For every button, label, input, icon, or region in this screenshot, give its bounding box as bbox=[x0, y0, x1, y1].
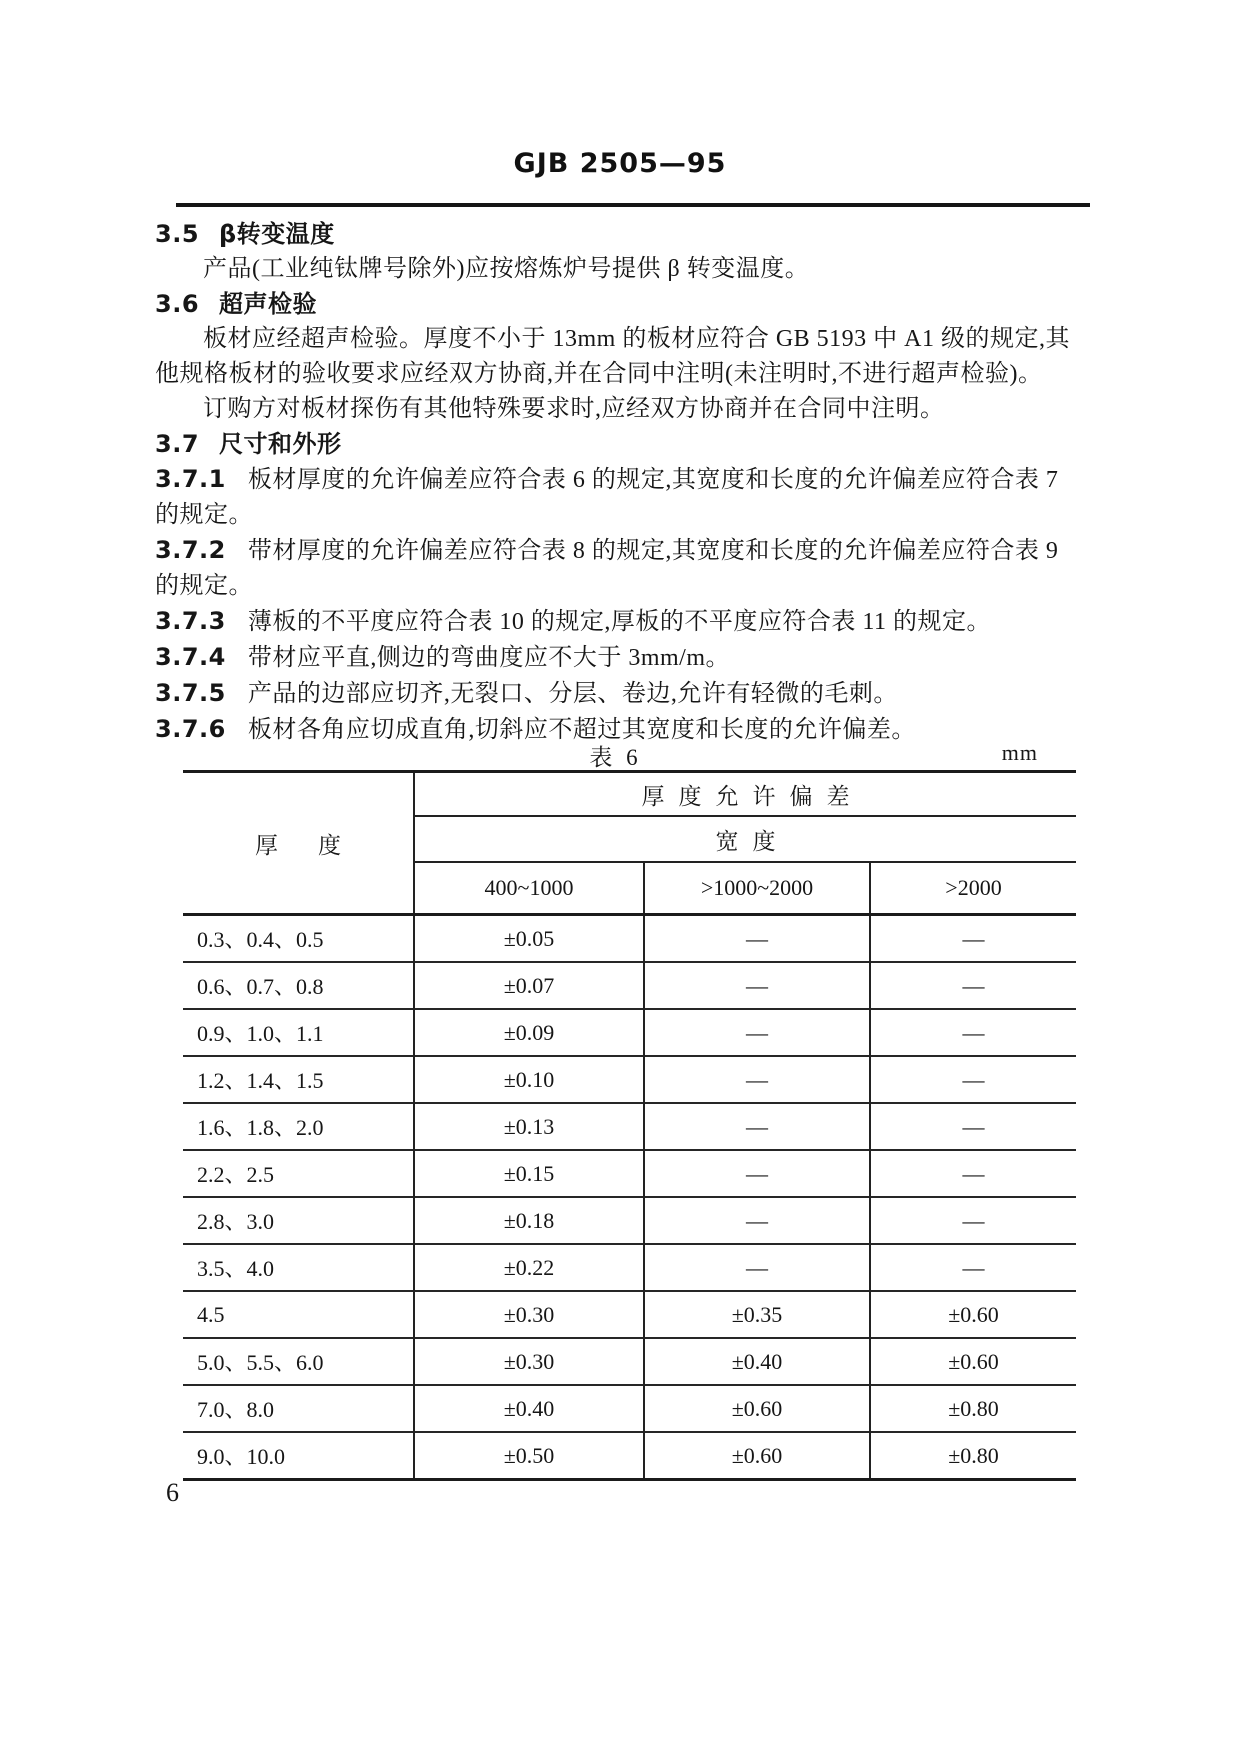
table-cell: 1.6、1.8、2.0 bbox=[183, 1103, 414, 1150]
section-number: 3.7.1 bbox=[155, 465, 226, 493]
table-cell: ±0.13 bbox=[414, 1103, 644, 1150]
table-cell: — bbox=[644, 1009, 870, 1056]
paragraph bbox=[155, 676, 1087, 712]
table-cell: 0.6、0.7、0.8 bbox=[183, 962, 414, 1009]
table-cell: ±0.30 bbox=[414, 1291, 644, 1338]
table-cell: 2.8、3.0 bbox=[183, 1197, 414, 1244]
table-cell: ±0.07 bbox=[414, 962, 644, 1009]
table-cell: ±0.35 bbox=[644, 1291, 870, 1338]
header-tolerance-label: 厚度允许偏差 bbox=[641, 783, 864, 809]
table-cell: ±0.15 bbox=[414, 1150, 644, 1197]
header-cell-width-range-3: >2000 bbox=[870, 862, 1076, 915]
table-header bbox=[183, 772, 1076, 915]
section-number: 3.5 bbox=[155, 220, 200, 248]
section-number: 3.7.4 bbox=[155, 643, 226, 671]
table-row bbox=[183, 1291, 1076, 1338]
header-thickness-label: 厚度 bbox=[255, 832, 381, 858]
header-rule bbox=[176, 203, 1090, 207]
section-text: 带材应平直,侧边的弯曲度应不大于 3mm/m。 bbox=[247, 645, 731, 671]
table-body bbox=[183, 915, 1076, 1480]
table-cell: 9.0、10.0 bbox=[183, 1432, 414, 1480]
section-text: 产品的边部应切齐,无裂口、分层、卷边,允许有轻微的毛刺。 bbox=[247, 681, 898, 707]
table-cell: — bbox=[870, 1150, 1076, 1197]
table-cell: — bbox=[870, 1197, 1076, 1244]
section-text: 带材厚度的允许偏差应符合表 8 的规定,其宽度和长度的允许偏差应符合表 9 的规定。 bbox=[155, 538, 1059, 599]
table-cell: 3.5、4.0 bbox=[183, 1244, 414, 1291]
table-cell: ±0.30 bbox=[414, 1338, 644, 1385]
table-cell: ±0.60 bbox=[870, 1291, 1076, 1338]
table-row bbox=[183, 1338, 1076, 1385]
section-heading bbox=[155, 217, 1087, 252]
table-cell: 0.9、1.0、1.1 bbox=[183, 1009, 414, 1056]
header-cell-thickness bbox=[183, 772, 414, 915]
table-cell: 7.0、8.0 bbox=[183, 1385, 414, 1432]
table-cell: — bbox=[644, 915, 870, 963]
section-number: 3.7.3 bbox=[155, 607, 226, 635]
table-cell: ±0.80 bbox=[870, 1432, 1076, 1480]
paragraph: 板材应经超声检验。厚度不小于 13mm 的板材应符合 GB 5193 中 A1 级的规定,其他规格板材的验收要求应经双方协商,并在合同中注明(未注明时,不进行超声检验)。 bbox=[155, 326, 1071, 387]
table-cell: ±0.05 bbox=[414, 915, 644, 963]
table-cell: ±0.60 bbox=[644, 1432, 870, 1480]
table-cell: ±0.22 bbox=[414, 1244, 644, 1291]
table-cell: 2.2、2.5 bbox=[183, 1150, 414, 1197]
paragraph bbox=[155, 462, 1087, 533]
table-cell: ±0.10 bbox=[414, 1056, 644, 1103]
table-cell: ±0.40 bbox=[414, 1385, 644, 1432]
header-cell-width bbox=[414, 816, 1076, 862]
paragraph bbox=[155, 640, 1087, 676]
section-heading bbox=[155, 287, 1087, 322]
table-cell: 5.0、5.5、6.0 bbox=[183, 1338, 414, 1385]
doc-title: GJB 2505—95 bbox=[513, 148, 727, 179]
paragraph bbox=[155, 604, 1087, 640]
table-row bbox=[183, 962, 1076, 1009]
table-cell: 0.3、0.4、0.5 bbox=[183, 915, 414, 963]
table-cell: — bbox=[870, 962, 1076, 1009]
table-cell: — bbox=[644, 1103, 870, 1150]
table-caption: 表 6 bbox=[589, 745, 642, 770]
table-unit-label: mm bbox=[1001, 740, 1038, 765]
table-cell: — bbox=[644, 1150, 870, 1197]
table-cell: ±0.60 bbox=[644, 1385, 870, 1432]
header-width-label: 宽度 bbox=[715, 828, 790, 854]
table-caption-row bbox=[155, 739, 1076, 772]
section-text: 板材厚度的允许偏差应符合表 6 的规定,其宽度和长度的允许偏差应符合表 7 的规定。 bbox=[155, 467, 1059, 528]
table-cell: — bbox=[644, 1056, 870, 1103]
paragraph: 产品(工业纯钛牌号除外)应按熔炼炉号提供 β 转变温度。 bbox=[203, 256, 810, 282]
table-row bbox=[183, 1432, 1076, 1480]
table-cell: — bbox=[644, 1197, 870, 1244]
table-cell: — bbox=[644, 1244, 870, 1291]
table-cell: ±0.50 bbox=[414, 1432, 644, 1480]
header-cell-width-range-2: >1000~2000 bbox=[644, 862, 870, 915]
section-number: 3.6 bbox=[155, 290, 200, 318]
section-text: 板材各角应切成直角,切斜应不超过其宽度和长度的允许偏差。 bbox=[247, 717, 916, 743]
page-number: 6 bbox=[166, 1478, 179, 1507]
paragraph bbox=[155, 533, 1087, 604]
section-text: 薄板的不平度应符合表 10 的规定,厚板的不平度应符合表 11 的规定。 bbox=[247, 609, 991, 635]
table-cell: — bbox=[870, 1009, 1076, 1056]
table-cell: 4.5 bbox=[183, 1291, 414, 1338]
table-cell: ±0.18 bbox=[414, 1197, 644, 1244]
table-cell: ±0.09 bbox=[414, 1009, 644, 1056]
table-row bbox=[183, 1150, 1076, 1197]
table-cell: — bbox=[644, 962, 870, 1009]
table-row bbox=[183, 1103, 1076, 1150]
table-cell: — bbox=[870, 1103, 1076, 1150]
section-text: 尺寸和外形 bbox=[219, 430, 342, 458]
table-header-row-1 bbox=[183, 772, 1076, 817]
table-cell: — bbox=[870, 915, 1076, 963]
section-heading bbox=[155, 427, 1087, 462]
table-cell: — bbox=[870, 1244, 1076, 1291]
section-number: 3.7.2 bbox=[155, 536, 226, 564]
section-number: 3.7.5 bbox=[155, 679, 226, 707]
body-text bbox=[155, 217, 1087, 748]
table-row bbox=[183, 1009, 1076, 1056]
table-row bbox=[183, 1385, 1076, 1432]
table-row bbox=[183, 1056, 1076, 1103]
header-cell-width-range-1: 400~1000 bbox=[414, 862, 644, 915]
table-cell: ±0.40 bbox=[644, 1338, 870, 1385]
paragraph: 订购方对板材探伤有其他特殊要求时,应经双方协商并在合同中注明。 bbox=[203, 396, 945, 422]
table-row bbox=[183, 1197, 1076, 1244]
section-number: 3.7.6 bbox=[155, 715, 226, 743]
table-row bbox=[183, 915, 1076, 963]
header-cell-tolerance bbox=[414, 772, 1076, 817]
table-cell: ±0.60 bbox=[870, 1338, 1076, 1385]
section-number: 3.7 bbox=[155, 430, 200, 458]
section-text: 超声检验 bbox=[219, 290, 318, 318]
thickness-tolerance-table bbox=[183, 770, 1076, 1481]
table-row bbox=[183, 1244, 1076, 1291]
section-text: β转变温度 bbox=[219, 220, 335, 248]
table-cell: ±0.80 bbox=[870, 1385, 1076, 1432]
table-cell: 1.2、1.4、1.5 bbox=[183, 1056, 414, 1103]
table-cell: — bbox=[870, 1056, 1076, 1103]
